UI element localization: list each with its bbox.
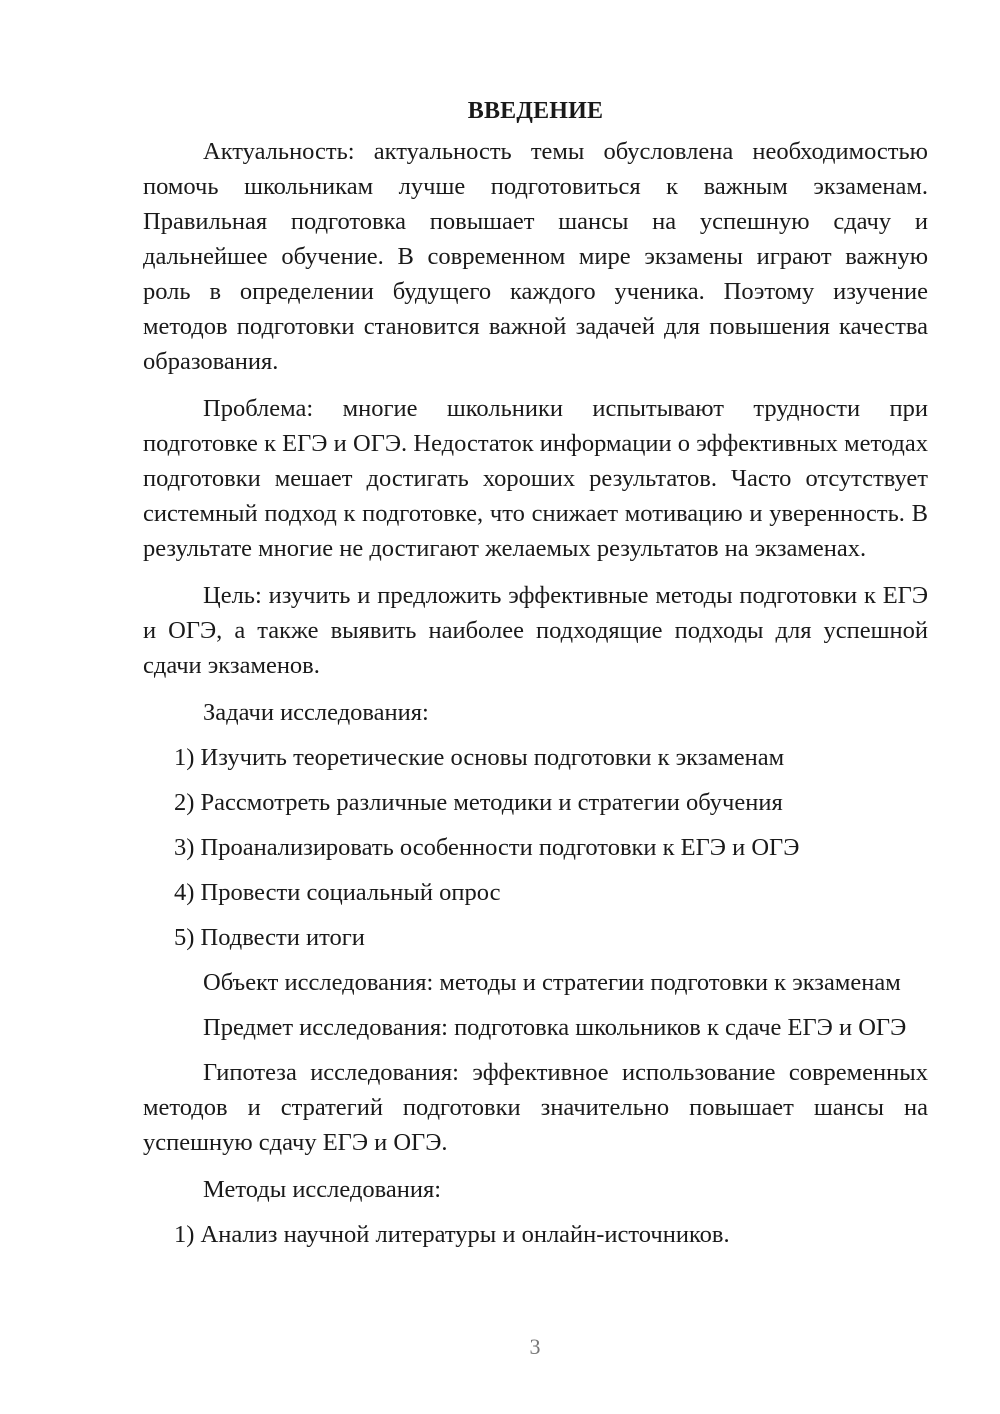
relevance-paragraph: Актуальность: актуальность темы обусловлена необходимостью помочь школьникам лучше подготовиться к важным экзаменам. Правильная подготовка повышает шансы на успешную сдачу и дальнейшее обучение. В современном мире экзамены играют важную роль в определении будущего каждого ученика. Поэтому изучение методов подготовки становится важной задачей для повышения качества образования.	[143, 138, 928, 375]
method-item-1: 1) Анализ научной литературы и онлайн-источников.	[174, 1221, 730, 1248]
methods-list	[143, 1217, 928, 1252]
problem-paragraph: Проблема: многие школьники испытывают трудности при подготовке к ЕГЭ и ОГЭ. Недостаток информации о эффективных методах подготовки мешает достигать хороших результатов. Часто отсутствует системный подход к подготовке, что снижает мотивацию и уверенность. В результате многие не достигают желаемых результатов на экзаменах.	[143, 395, 928, 562]
page-number: 3	[529, 1334, 541, 1359]
goal-paragraph: Цель: изучить и предложить эффективные методы подготовки к ЕГЭ и ОГЭ, а также выявить наиболее подходящие подходы для успешной сдачи экзаменов.	[143, 582, 928, 679]
section-title: ВВЕДЕНИЕ	[467, 98, 604, 124]
task-item-2: 2) Рассмотреть различные методики и стратегии обучения	[174, 789, 783, 816]
task-item-4: 4) Провести социальный опрос	[174, 879, 501, 906]
document-page	[143, 96, 928, 1262]
tasks-heading: Задачи исследования:	[203, 699, 429, 726]
task-item-1: 1) Изучить теоретические основы подготовки к экзаменам	[174, 744, 785, 771]
task-item-5: 5) Подвести итоги	[174, 924, 365, 951]
subject-line: Предмет исследования: подготовка школьников к сдаче ЕГЭ и ОГЭ	[203, 1014, 907, 1041]
hypothesis-paragraph: Гипотеза исследования: эффективное использование современных методов и стратегий подготовки значительно повышает шансы на успешную сдачу ЕГЭ и ОГЭ.	[143, 1059, 928, 1156]
methods-heading: Методы исследования:	[203, 1176, 442, 1203]
tasks-list	[143, 740, 928, 955]
object-line: Объект исследования: методы и стратегии подготовки к экзаменам	[203, 969, 901, 996]
task-item-3: 3) Проанализировать особенности подготовки к ЕГЭ и ОГЭ	[174, 834, 800, 861]
